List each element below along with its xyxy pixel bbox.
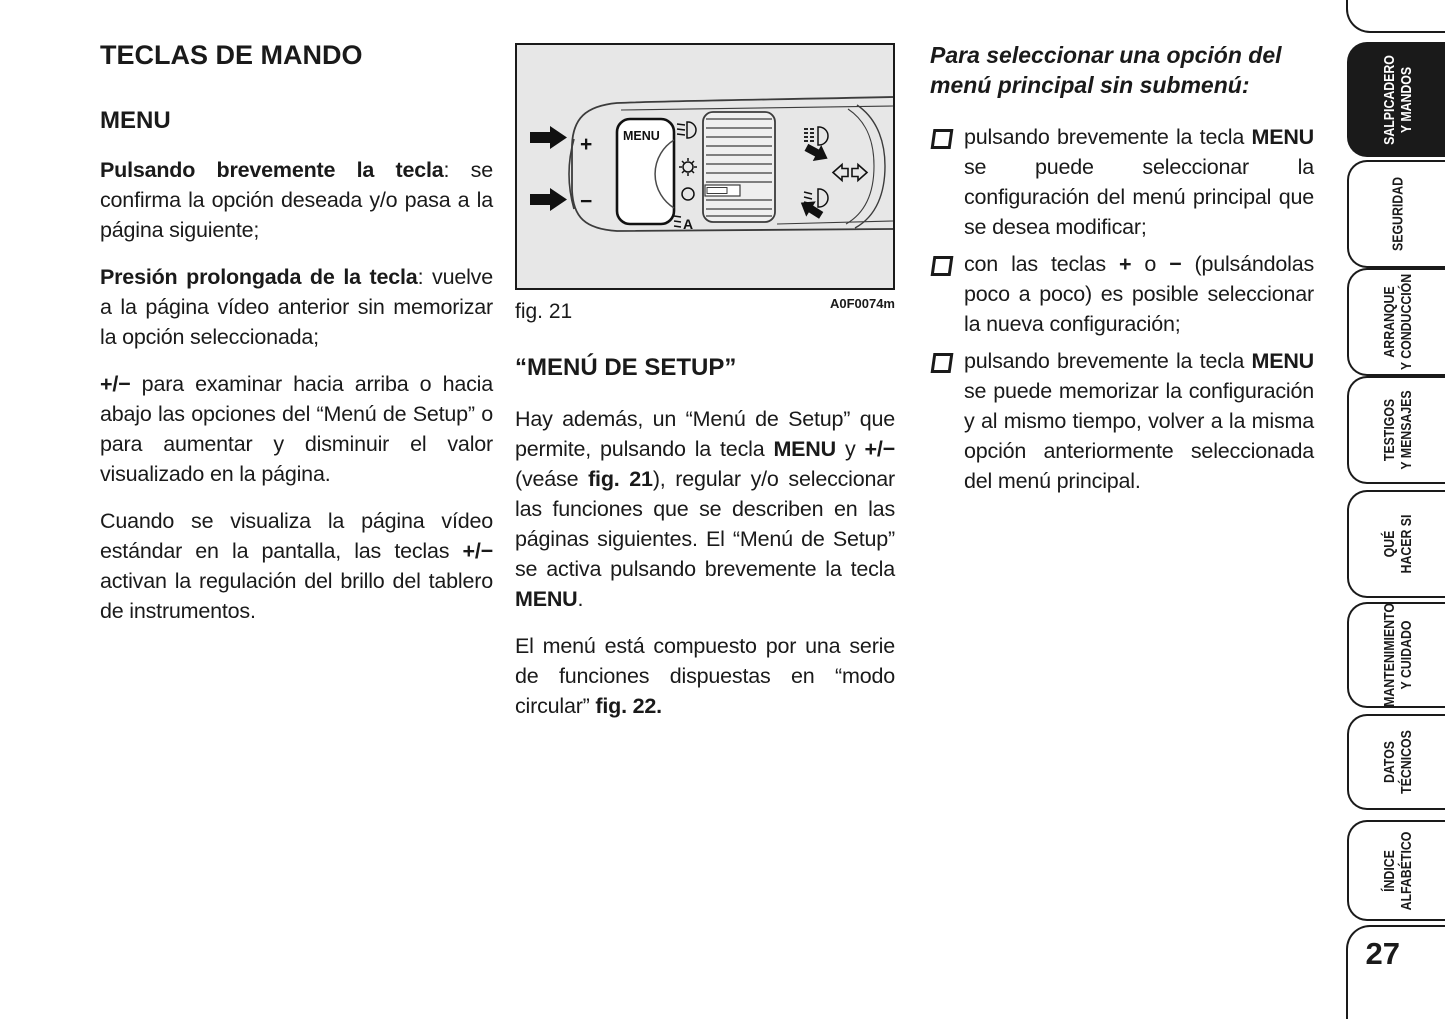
sidebar-tab-indice-alfabetico — [1347, 820, 1445, 921]
bullet-item — [930, 122, 1314, 242]
bullet-list — [930, 122, 1314, 496]
bullet-text: pulsando brevemente la tecla MENU se puede seleccionar la configuración del menú principal que se desea modificar; — [964, 125, 1314, 239]
sidebar-tab-salpicadero-y-mandos — [1347, 42, 1445, 157]
thumbwheel — [703, 112, 775, 222]
sidebar-tab-mantenimiento-y-cuidado — [1347, 602, 1445, 708]
circle-icon — [682, 188, 694, 200]
tab-label: ARRANQUE Y CONDUCCIÓN — [1382, 273, 1415, 371]
article-title: TECLAS DE MANDO — [100, 40, 363, 70]
direction-arrows-icon — [833, 165, 867, 181]
press-arrow-icon — [530, 126, 567, 211]
left-column — [100, 40, 493, 626]
square-bullet-icon — [931, 353, 954, 373]
paragraph: El menú está compuesto por una serie de funciones dispuestas en “modo circular” fig. 22. — [515, 634, 895, 718]
sidebar-tab-seguridad — [1347, 160, 1445, 268]
lever-direction-arrows — [796, 139, 832, 223]
plus-key: + — [580, 133, 593, 156]
paragraph: Presión prolongada de la tecla: vuelve a la página vídeo anterior sin memorizar la opción seleccionada; — [100, 265, 493, 349]
middle-column — [515, 43, 895, 721]
sidebar-tab-que-hacer-si — [1347, 490, 1445, 598]
sidebar-tab-datos-tecnicos — [1347, 714, 1445, 810]
right-heading: Para seleccionar una opción del menú principal sin submenú: — [930, 42, 1282, 98]
page-number: 27 — [1365, 936, 1400, 971]
page-edge-curve-top — [1346, 0, 1445, 33]
paragraph: Cuando se visualiza la página vídeo estándar en la pantalla, las teclas +/− activan la regulación del brillo del tablero de instrumentos. — [100, 509, 493, 623]
tab-label: TESTIGOS Y MENSAJES — [1382, 390, 1415, 470]
square-bullet-icon — [931, 129, 954, 149]
tab-label: QUÉ HACER SI — [1382, 514, 1415, 574]
menu-button — [617, 119, 674, 224]
figure-caption: fig. 21 — [515, 300, 573, 323]
paragraph: +/− para examinar hacia arriba o hacia abajo las opciones del “Menú de Setup” o para aumentar y disminuir el valor visualizado en la página. — [100, 372, 493, 486]
tab-label: MANTENIMIENTO Y CUIDADO — [1382, 603, 1415, 707]
sidebar-tab-testigos-y-mensajes — [1347, 376, 1445, 484]
figure-illustration — [517, 45, 893, 288]
right-column — [930, 40, 1314, 503]
tab-label: ÍNDICE ALFABÉTICO — [1382, 831, 1415, 910]
high-beam-icon — [804, 127, 828, 145]
tab-label: SALPICADERO Y MANDOS — [1382, 54, 1415, 145]
paragraph: Hay además, un “Menú de Setup” que permite, pulsando la tecla MENU y +/− (veáse fig. 21), regular y/o seleccionar las funciones que se describen en las páginas siguientes. El “Menú de Setup” se activa pulsando brevemente la tecla MENU. — [515, 407, 895, 611]
tab-label: SEGURIDAD — [1390, 177, 1407, 251]
bullet-text: pulsando brevemente la tecla MENU se puede memorizar la configuración y al mismo tiempo, volver a la misma opción anteriormente seleccionada del menú principal. — [964, 349, 1314, 493]
bullet-text: con las teclas + o − (pulsándolas poco a poco) es posible seleccionar la nueva configuración; — [964, 252, 1314, 336]
svg-text:MENU: MENU — [623, 129, 660, 143]
sidebar-tab-arranque-y-conduccion — [1347, 268, 1445, 376]
svg-text:A: A — [683, 216, 694, 232]
section-heading-menu: MENU — [100, 107, 171, 134]
bullet-item — [930, 346, 1314, 496]
brightness-icon — [679, 158, 697, 176]
setup-heading: “MENÚ DE SETUP” — [515, 354, 737, 381]
bullet-item — [930, 249, 1314, 339]
square-bullet-icon — [931, 256, 954, 276]
low-beam-icon — [677, 122, 696, 138]
minus-key: − — [580, 190, 593, 213]
figure-box — [515, 43, 895, 290]
auto-light-icon — [674, 216, 693, 232]
paragraph: Pulsando brevemente la tecla: se confirma la opción deseada y/o pasa a la página siguiente; — [100, 158, 493, 242]
tab-label: DATOS TÉCNICOS — [1382, 730, 1415, 794]
figure-code: A0F0074m — [829, 296, 895, 311]
